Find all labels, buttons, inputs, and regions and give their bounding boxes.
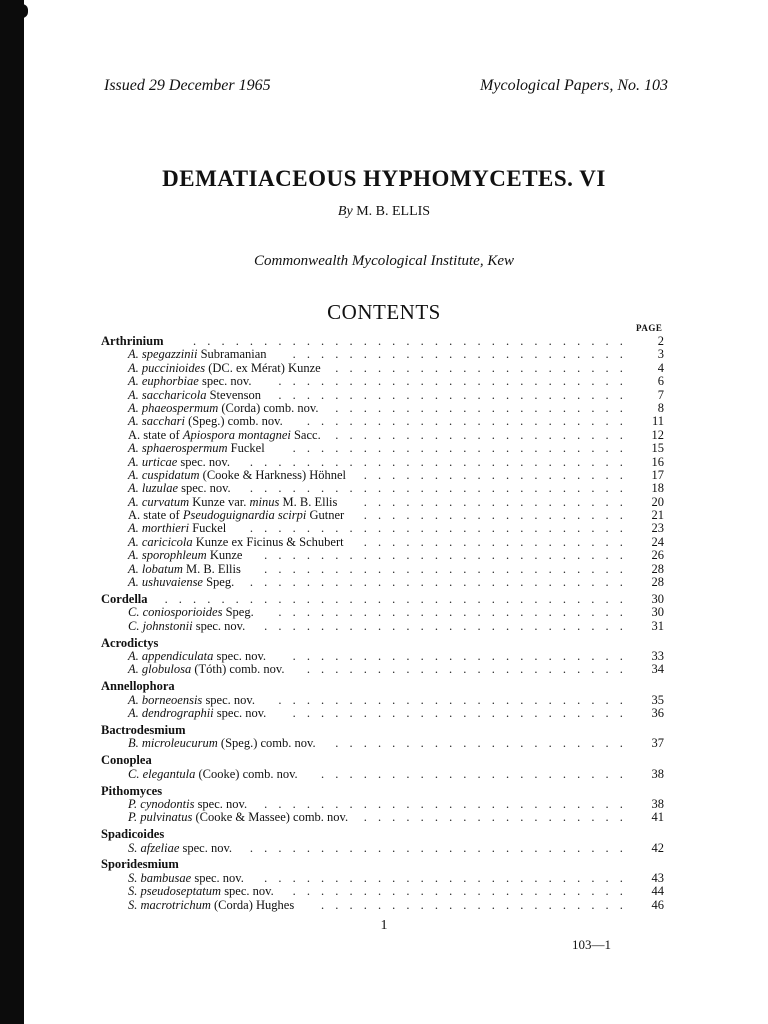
species-name bbox=[128, 576, 234, 589]
toc-genus-row bbox=[0, 593, 768, 606]
toc-genus-row bbox=[0, 637, 768, 650]
toc-text-rest: Speg. bbox=[202, 575, 235, 590]
toc-text-ital: C. elegantula bbox=[128, 766, 196, 781]
toc-species-row bbox=[0, 549, 768, 562]
species-name bbox=[128, 482, 231, 495]
toc-genus-row bbox=[0, 828, 768, 841]
contents-heading: CONTENTS bbox=[327, 300, 441, 324]
leader-dots: ..................... bbox=[335, 428, 634, 442]
page-ref: 3 bbox=[657, 347, 664, 362]
species-name bbox=[128, 737, 316, 750]
genus-name bbox=[101, 724, 186, 737]
toc-text-rest: spec. nov. bbox=[202, 692, 255, 707]
toc-text-rest: spec. nov. bbox=[221, 884, 274, 899]
toc-text-ital: S. bambusae bbox=[128, 870, 192, 885]
page-ref: 12 bbox=[651, 427, 664, 442]
page-ref: 31 bbox=[651, 618, 664, 633]
page-ref: 7 bbox=[657, 387, 664, 402]
toc-text-ital: A. curvatum bbox=[128, 494, 190, 509]
species-name bbox=[128, 768, 298, 781]
species-name bbox=[128, 811, 348, 824]
toc-text-ital: A. cuspidatum bbox=[128, 467, 200, 482]
toc-text-ital: A. appendiculata bbox=[128, 648, 214, 663]
toc-text-rest: (DC. ex Mérat) Kunze bbox=[205, 360, 321, 375]
toc-text-ital: A. urticae bbox=[128, 454, 178, 469]
toc-species-row bbox=[0, 694, 768, 707]
leader-dots: ..................... bbox=[335, 361, 634, 375]
toc-genus-row bbox=[0, 858, 768, 871]
toc-species-row bbox=[0, 429, 768, 442]
toc-text-rest: spec. nov. bbox=[191, 870, 244, 885]
species-name bbox=[128, 415, 283, 428]
toc-text-ital: A. dendrographii bbox=[128, 706, 214, 721]
toc-species-row bbox=[0, 663, 768, 676]
toc-species-row bbox=[0, 456, 768, 469]
leader-dots: ........................ bbox=[292, 885, 634, 899]
page-ref: 26 bbox=[651, 548, 664, 563]
leader-dots: ........................ bbox=[292, 348, 634, 362]
toc-text-name: Sporidesmium bbox=[101, 857, 179, 872]
toc-species-row bbox=[0, 362, 768, 375]
toc-text-ital: B. microleucurum bbox=[128, 736, 218, 751]
species-name bbox=[128, 536, 344, 549]
page-ref: 38 bbox=[651, 766, 664, 781]
species-name bbox=[128, 798, 247, 811]
toc-text-rest: Stevenson bbox=[206, 387, 261, 402]
binding-notch bbox=[20, 4, 28, 18]
leader-dots: ................... bbox=[363, 509, 634, 523]
species-name bbox=[128, 522, 226, 535]
species-name bbox=[128, 389, 261, 402]
leader-dots: ........................... bbox=[249, 576, 634, 590]
toc-text-ital2: minus bbox=[249, 494, 280, 509]
leader-dots: ......................... bbox=[278, 606, 634, 620]
leader-dots: .......................... bbox=[264, 619, 634, 633]
page-ref: 15 bbox=[651, 441, 664, 456]
leader-dots: ................... bbox=[363, 811, 634, 825]
page-number: 1 bbox=[380, 918, 388, 933]
species-name bbox=[128, 442, 265, 455]
toc-text-name: Acrodictys bbox=[101, 635, 159, 650]
page-ref: 35 bbox=[651, 692, 664, 707]
page-ref: 37 bbox=[651, 736, 664, 751]
toc-text-rest: Kunze ex Ficinus & Schubert bbox=[192, 534, 344, 549]
toc-text-rest: spec. nov. bbox=[177, 454, 230, 469]
leader-dots: ....................... bbox=[306, 663, 634, 677]
footer-code: 103—1 bbox=[572, 937, 611, 952]
toc-text-rest: (Corda) Hughes bbox=[210, 897, 295, 912]
genus-name bbox=[101, 858, 179, 871]
page-ref: 43 bbox=[651, 870, 664, 885]
toc-text-rest: (Tóth) comb. nov. bbox=[191, 662, 285, 677]
toc-genus-row bbox=[0, 724, 768, 737]
toc-text-ital: Pseudoguignardia scirpi bbox=[182, 508, 307, 523]
table-of-contents bbox=[0, 335, 768, 912]
toc-text-rest: spec. nov. bbox=[192, 618, 246, 633]
genus-name bbox=[101, 637, 158, 650]
toc-text-ital: A. saccharicola bbox=[128, 387, 207, 402]
leader-dots: ........................... bbox=[249, 522, 634, 536]
toc-text-rest: Subramanian bbox=[197, 347, 267, 362]
toc-species-row bbox=[0, 496, 768, 509]
toc-text-rest: spec. nov. bbox=[213, 648, 267, 663]
species-name bbox=[128, 663, 284, 676]
toc-text-ital: A. sporophleum bbox=[128, 548, 207, 563]
leader-dots: ........................ bbox=[292, 707, 634, 721]
toc-text-rest: (Speg.) comb. nov. bbox=[184, 414, 283, 429]
toc-text-ital: A. puccinioides bbox=[128, 360, 206, 375]
page-ref: 46 bbox=[651, 897, 664, 912]
leader-dots: ..................... bbox=[335, 401, 634, 415]
page-ref: 33 bbox=[651, 648, 664, 663]
toc-text-name: Arthrinium bbox=[101, 334, 164, 348]
toc-species-row bbox=[0, 348, 768, 361]
toc-text-name: Bactrodesmium bbox=[101, 722, 186, 737]
toc-species-row bbox=[0, 442, 768, 455]
leader-dots: ...................... bbox=[321, 767, 634, 781]
toc-text-rest: Kunze var. bbox=[189, 494, 250, 509]
page-ref: 6 bbox=[657, 374, 664, 389]
toc-text-ital: Apiospora montagnei bbox=[182, 427, 291, 442]
species-name bbox=[128, 549, 242, 562]
toc-species-row bbox=[0, 620, 768, 633]
toc-text-ital: C. coniosporioides bbox=[128, 605, 223, 620]
leader-dots: ................................. bbox=[164, 592, 634, 606]
toc-species-row bbox=[0, 469, 768, 482]
toc-text-rest2: M. B. Ellis bbox=[279, 494, 338, 509]
page-ref: 23 bbox=[651, 521, 664, 536]
species-name bbox=[128, 509, 344, 522]
species-name bbox=[128, 650, 266, 663]
toc-text-rest: spec. nov. bbox=[179, 840, 233, 855]
toc-text-rest: (Cooke & Harkness) Höhnel bbox=[199, 467, 347, 482]
toc-species-row bbox=[0, 389, 768, 402]
toc-text-name: Conoplea bbox=[101, 753, 152, 768]
toc-species-row bbox=[0, 522, 768, 535]
species-name bbox=[128, 899, 294, 912]
page-ref: 16 bbox=[651, 454, 664, 469]
leader-dots: .......................... bbox=[264, 549, 634, 563]
toc-text-ital: A. sacchari bbox=[128, 414, 185, 429]
species-name bbox=[128, 362, 321, 375]
species-name bbox=[128, 707, 266, 720]
species-name bbox=[128, 456, 230, 469]
toc-genus-row bbox=[0, 680, 768, 693]
toc-text-rest: spec. nov. bbox=[198, 374, 252, 389]
toc-text-rest: (Cooke) comb. nov. bbox=[195, 766, 298, 781]
leader-dots: ................... bbox=[363, 495, 634, 509]
toc-text-rest: Sacc. bbox=[290, 427, 321, 442]
species-name bbox=[128, 620, 245, 633]
toc-species-row bbox=[0, 885, 768, 898]
author-name: M. B. ELLIS bbox=[356, 204, 431, 219]
page-ref: 18 bbox=[651, 481, 664, 496]
leader-dots: .......................... bbox=[264, 797, 634, 811]
species-name bbox=[128, 885, 274, 898]
toc-species-row bbox=[0, 415, 768, 428]
genus-name bbox=[101, 335, 164, 348]
leader-dots: ....................... bbox=[306, 415, 634, 429]
page-ref: 8 bbox=[657, 400, 664, 415]
species-name bbox=[128, 429, 321, 442]
toc-species-row bbox=[0, 872, 768, 885]
toc-species-row bbox=[0, 798, 768, 811]
species-name bbox=[128, 469, 346, 482]
toc-species-row bbox=[0, 402, 768, 415]
toc-text-ital: A. euphorbiae bbox=[128, 374, 199, 389]
toc-genus-row bbox=[0, 335, 768, 348]
leader-dots: ..................... bbox=[335, 737, 634, 751]
toc-text-ital: A. phaeospermum bbox=[128, 400, 219, 415]
page-ref: 44 bbox=[651, 884, 664, 899]
toc-species-row bbox=[0, 536, 768, 549]
toc-species-row bbox=[0, 737, 768, 750]
leader-dots: ........................... bbox=[249, 455, 634, 469]
page-ref: 21 bbox=[651, 508, 664, 523]
toc-text-ital: S. pseudoseptatum bbox=[128, 884, 222, 899]
leader-dots: .......................... bbox=[264, 871, 634, 885]
page-ref: 20 bbox=[651, 494, 664, 509]
toc-text-pre: A. state of bbox=[128, 508, 183, 523]
toc-species-row bbox=[0, 768, 768, 781]
species-name bbox=[128, 402, 318, 415]
toc-species-row bbox=[0, 811, 768, 824]
toc-species-row bbox=[0, 509, 768, 522]
leader-dots: ................... bbox=[363, 535, 634, 549]
page-ref: 34 bbox=[651, 662, 664, 677]
leader-dots: ........................... bbox=[249, 841, 634, 855]
leader-dots: ......................... bbox=[278, 693, 634, 707]
toc-text-rest: M. B. Ellis bbox=[182, 561, 241, 576]
leader-dots: ........................ bbox=[292, 442, 634, 456]
toc-species-row bbox=[0, 650, 768, 663]
leader-dots: ...................... bbox=[321, 898, 634, 912]
toc-text-ital: A. globulosa bbox=[128, 662, 192, 677]
genus-name bbox=[101, 828, 164, 841]
toc-text-name: Pithomyces bbox=[101, 783, 163, 798]
toc-text-rest: Fuckel bbox=[189, 521, 227, 536]
leader-dots: ......................... bbox=[278, 375, 634, 389]
institute: Commonwealth Mycological Institute, Kew bbox=[254, 253, 514, 269]
toc-species-row bbox=[0, 482, 768, 495]
species-name bbox=[128, 563, 241, 576]
toc-text-rest: (Cooke & Massee) comb. nov. bbox=[192, 810, 349, 825]
genus-name bbox=[101, 754, 152, 767]
page-ref: 17 bbox=[651, 467, 664, 482]
toc-text-pre: A. state of bbox=[128, 427, 183, 442]
page-ref: 42 bbox=[651, 840, 664, 855]
page-ref: 11 bbox=[651, 414, 664, 429]
issue-date: Issued 29 December 1965 bbox=[104, 77, 271, 94]
toc-text-ital: A. spegazzinii bbox=[128, 347, 198, 362]
page-ref: 30 bbox=[651, 605, 664, 620]
toc-genus-row bbox=[0, 754, 768, 767]
toc-text-ital: A. lobatum bbox=[128, 561, 183, 576]
leader-dots: ................... bbox=[363, 468, 634, 482]
series-number: Mycological Papers, No. 103 bbox=[480, 77, 668, 94]
toc-text-ital: S. macrotrichum bbox=[128, 897, 211, 912]
page-column-label: PAGE bbox=[636, 323, 663, 333]
genus-name bbox=[101, 680, 175, 693]
toc-text-ital: S. afzeliae bbox=[128, 840, 180, 855]
toc-text-rest: spec. nov. bbox=[213, 706, 267, 721]
leader-dots: ........................... bbox=[249, 482, 634, 496]
toc-text-ital: A. luzulae bbox=[128, 481, 178, 496]
toc-text-rest: Fuckel bbox=[227, 441, 265, 456]
toc-text-ital: A. borneoensis bbox=[128, 692, 203, 707]
toc-species-row bbox=[0, 606, 768, 619]
toc-text-name: Annellophora bbox=[101, 679, 175, 694]
toc-text-ital: A. ushuvaiense bbox=[128, 575, 203, 590]
species-name bbox=[128, 842, 232, 855]
toc-text-rest: spec. nov. bbox=[194, 796, 248, 811]
toc-species-row bbox=[0, 576, 768, 589]
toc-text-rest: Gutner bbox=[306, 508, 345, 523]
page-ref: 28 bbox=[651, 561, 664, 576]
toc-text-rest: spec. nov. bbox=[178, 481, 231, 496]
toc-text-ital: C. johnstonii bbox=[128, 618, 193, 633]
page-ref: 30 bbox=[651, 591, 664, 606]
species-name bbox=[128, 348, 267, 361]
toc-species-row bbox=[0, 707, 768, 720]
species-name bbox=[128, 872, 244, 885]
page-ref: 28 bbox=[651, 575, 664, 590]
toc-text-ital: P. pulvinatus bbox=[128, 810, 193, 825]
species-name bbox=[128, 606, 254, 619]
toc-text-name: Cordella bbox=[101, 591, 148, 606]
toc-text-rest: Kunze bbox=[206, 548, 243, 563]
page-ref: 4 bbox=[657, 360, 664, 375]
toc-text-ital: A. morthieri bbox=[128, 521, 190, 536]
toc-species-row bbox=[0, 899, 768, 912]
leader-dots: ......................... bbox=[278, 388, 634, 402]
genus-name bbox=[101, 785, 162, 798]
species-name bbox=[128, 496, 337, 509]
toc-species-row bbox=[0, 375, 768, 388]
toc-text-rest: (Corda) comb. nov. bbox=[218, 400, 319, 415]
leader-dots: ........................ bbox=[292, 649, 634, 663]
species-name bbox=[128, 375, 251, 388]
page-title: DEMATIACEOUS HYPHOMYCETES. VI bbox=[162, 166, 606, 191]
page-ref: 38 bbox=[651, 796, 664, 811]
toc-text-rest: Speg. bbox=[222, 605, 254, 620]
page-ref: 24 bbox=[651, 534, 664, 549]
toc-text-ital: A. caricicola bbox=[128, 534, 193, 549]
leader-dots: .......................... bbox=[264, 562, 634, 576]
page-ref: 41 bbox=[651, 810, 664, 825]
toc-species-row bbox=[0, 563, 768, 576]
byline bbox=[0, 204, 768, 220]
toc-text-name: Spadicoides bbox=[101, 827, 165, 842]
toc-text-ital: P. cynodontis bbox=[128, 796, 195, 811]
species-name bbox=[128, 694, 255, 707]
toc-text-rest: (Speg.) comb. nov. bbox=[217, 736, 316, 751]
genus-name bbox=[101, 593, 148, 606]
byline-by: By bbox=[337, 204, 353, 219]
leader-dots: ............................... bbox=[193, 335, 634, 348]
page-ref: 36 bbox=[651, 706, 664, 721]
toc-species-row bbox=[0, 842, 768, 855]
toc-text-ital: A. sphaerospermum bbox=[128, 441, 228, 456]
toc-genus-row bbox=[0, 785, 768, 798]
page-ref: 2 bbox=[657, 334, 664, 348]
